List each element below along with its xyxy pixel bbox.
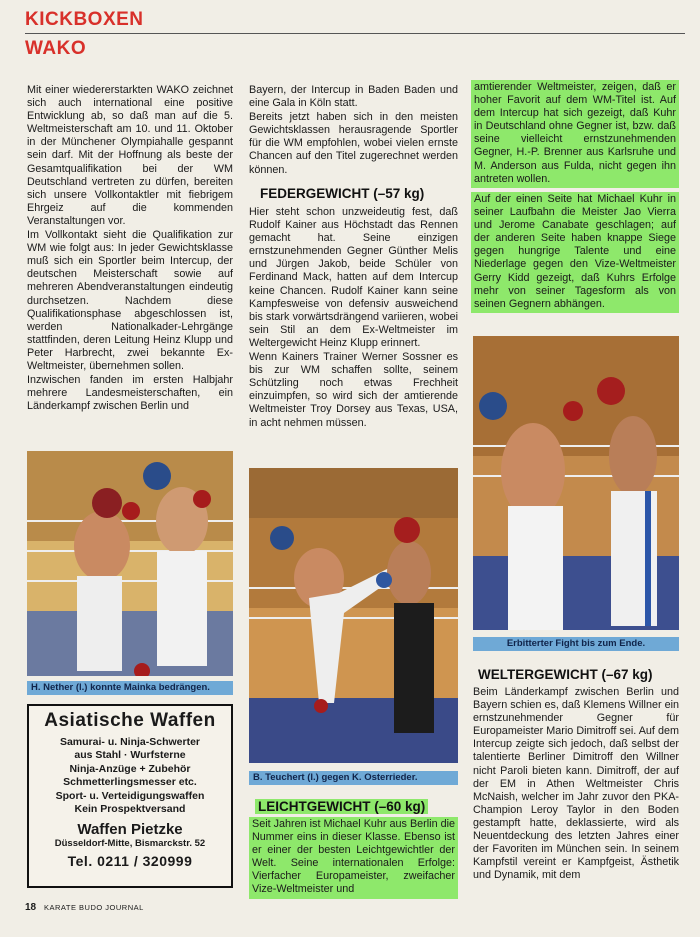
page-number: 18 (25, 902, 37, 913)
leicht-text (249, 817, 458, 899)
header-rule (25, 33, 685, 34)
leicht-para: Seit Jahren ist Michael Kuhr aus Berlin die Nummer eins in dieser Klasse. Ebenso ist er einer der besten Leichtgewichtler der Welt. Seine internationalen Erfolge: Vierfacher Europameister, zweifacher Vize-Weltmeister und (252, 818, 455, 896)
col2-para-2: Bereits jetzt haben sich in den meisten Gewichtsklassen herausragende Sportler für die WM empfohlen, wobei vielen ernste Chancen auf den Titel zugerechnet werden können. (249, 111, 458, 176)
heading-weltergewicht: WELTERGEWICHT (–67 kg) (478, 667, 653, 682)
col1-para-2: Im Vollkontakt sieht die Qualifikation zur WM wie folgt aus: In jeder Gewichtsklasse muß sich ein Sportler beim Intercup, der deutschen Meisterschaft sowie auf mehreren Abendveranstaltungen eindeutig durchsetzen. Nachdem diese Qualifikationsphase abgeschlossen ist, werden Nationalkader-Lehrgänge stattfinden, deren Leitung Heinz Klupp und Peter Harbrecht, zwei bekannte Ex-Weltmeister, übernehmen sollen. (27, 229, 233, 372)
ad-title: Asiatische Waffen (44, 710, 216, 731)
heading-federgewicht: FEDERGEWICHT (–57 kg) (260, 186, 425, 201)
ad-company: Waffen Pietzke (77, 821, 183, 839)
caption-photo-3: Erbitterter Fight bis zum Ende. (473, 637, 679, 651)
ad-line: Kein Prospektversand (74, 803, 186, 816)
header-section: WAKO (25, 38, 87, 59)
feder-para-2: Wenn Kainers Trainer Werner Sossner es bis zur WM schaffen sollte, seinem Schützling noch etwas Frechheit einzuimpfen, so wird sich der amtierende Weltmeister Troy Dorsey aus Texas, USA, in acht nehmen müssen. (249, 351, 458, 429)
column-2-text (249, 84, 458, 178)
advertisement-box (27, 704, 233, 888)
col3-para-1-block (471, 80, 679, 188)
ad-telephone: Tel. 0211 / 320999 (67, 853, 193, 870)
welter-text (473, 686, 679, 883)
magazine-name: KARATE BUDO JOURNAL (44, 903, 144, 912)
welter-para: Beim Länderkampf zwischen Berlin und Bayern schien es, daß Klemens Willner ein ernstzunehmender Gegner für Europameister Mario Dimitroff sei. Auf dem Intercup zeigte sich jedoch, daß selbst der talentierte Berliner Dimitroff den Willner nicht Paroli bieten kann. Dimitroff, der auf der EM in Athen Weltmeister Chris McNaish, welcher im Jahr zuvor den PKA-Champion Leroy Taylor in den Boden gestampft hatte, deklassierte, wird als Neuentdeckung des letzten Jahres einer der Favoriten im München sein. In seinem Kampfstil vereint er Kampfgeist, Ästhetik und Dynamik, mit dem (473, 686, 679, 882)
photo-fight-1 (27, 451, 233, 676)
caption-photo-2: B. Teuchert (l.) gegen K. Osterrieder. (249, 771, 458, 785)
col3-para-2-block (471, 192, 679, 313)
ad-address: Düsseldorf-Mitte, Bismarckstr. 52 (54, 838, 206, 850)
ad-line: Schmetterlingsmesser etc. (63, 776, 197, 789)
col2-para-1: Bayern, der Intercup in Baden Baden und eine Gala in Köln statt. (249, 84, 458, 110)
feder-text (249, 206, 458, 431)
ad-line: Ninja-Anzüge + Zubehör (69, 762, 191, 775)
photo-fight-3 (473, 336, 679, 630)
ad-line: aus Stahl · Wurfsterne (74, 749, 186, 762)
col1-para-3: Inzwischen fanden im ersten Halbjahr mehrere Landesmeisterschaften, ein Länderkampf zwischen Berlin und (27, 374, 233, 413)
ad-lines (29, 736, 231, 816)
column-1-text (27, 84, 233, 414)
col3-para-1: amtierender Weltmeister, zeigen, daß er hoher Favorit auf dem WM-Titel ist. Auf dem Intercup hat sich gezeigt, daß Kuhr in Deutschland ohne Gegner ist, bzw. daß seine vielleicht ernstzunehmenden Gegner, H.-P. Brenner aus Karlsruhe und M. Anderson aus Fulda, nicht gegen ihn antreten wollen. (474, 81, 676, 185)
heading-leichtgewicht: LEICHTGEWICHT (–60 kg) (255, 799, 428, 814)
ad-line: Sport- u. Verteidigungswaffen (55, 789, 205, 802)
col1-para-1: Mit einer wiedererstarkten WAKO zeichnet sich auch international eine positive Entwicklung ab, so daß man auf die 5. Weltmeisterschaft am 10. und 11. Oktober in der Münchener Olympiahalle gespannt sein darf. Mit der Hoffnung als beste der Gesamtqualifikation bei der WM Deutschland vertreten zu dürfen, bereiten sich unsere Vollkontaktler mit fiebrigem Ehrgeiz auf die kommenden Veranstaltungen vor. (27, 84, 233, 227)
col3-para-2: Auf der einen Seite hat Michael Kuhr in seiner Laufbahn die Meister Jao Vierra und Jerome Canabate geschlagen; auf der anderen Seite haben knappe Siege gegen hungrige Talente und eine Niederlage gegen den Vize-Weltmeister Gerry Kidd gezeigt, daß Kuhrs Erfolge mehr von seiner Tagesform als von seinen Gegnern abhängen. (474, 193, 676, 310)
caption-photo-1: H. Nether (l.) konnte Mainka bedrängen. (27, 681, 233, 695)
photo-fight-2 (249, 468, 458, 763)
feder-para-1: Hier steht schon unzweideutig fest, daß Rudolf Kainer aus Höchstadt das Rennen gemacht hat. Seine einzigen ernstzunehmenden Gegner Günther Melis und Jürgen Jakob, beide Schüler von Ferdinand Mack, hatten auf dem Intercup keine Chancen. Rudolf Kainer kann seine Kampfesweise von defensiv ausweichend bis stark vorwärtsdrängend variieren, wobei sein Stil an dem Ex-Weltmeister im Weltergewicht Heinz Klupp erinnert. (249, 206, 458, 349)
header-kicker: KICKBOXEN (25, 9, 144, 30)
ad-line: Samurai- u. Ninja-Schwerter (59, 736, 201, 748)
